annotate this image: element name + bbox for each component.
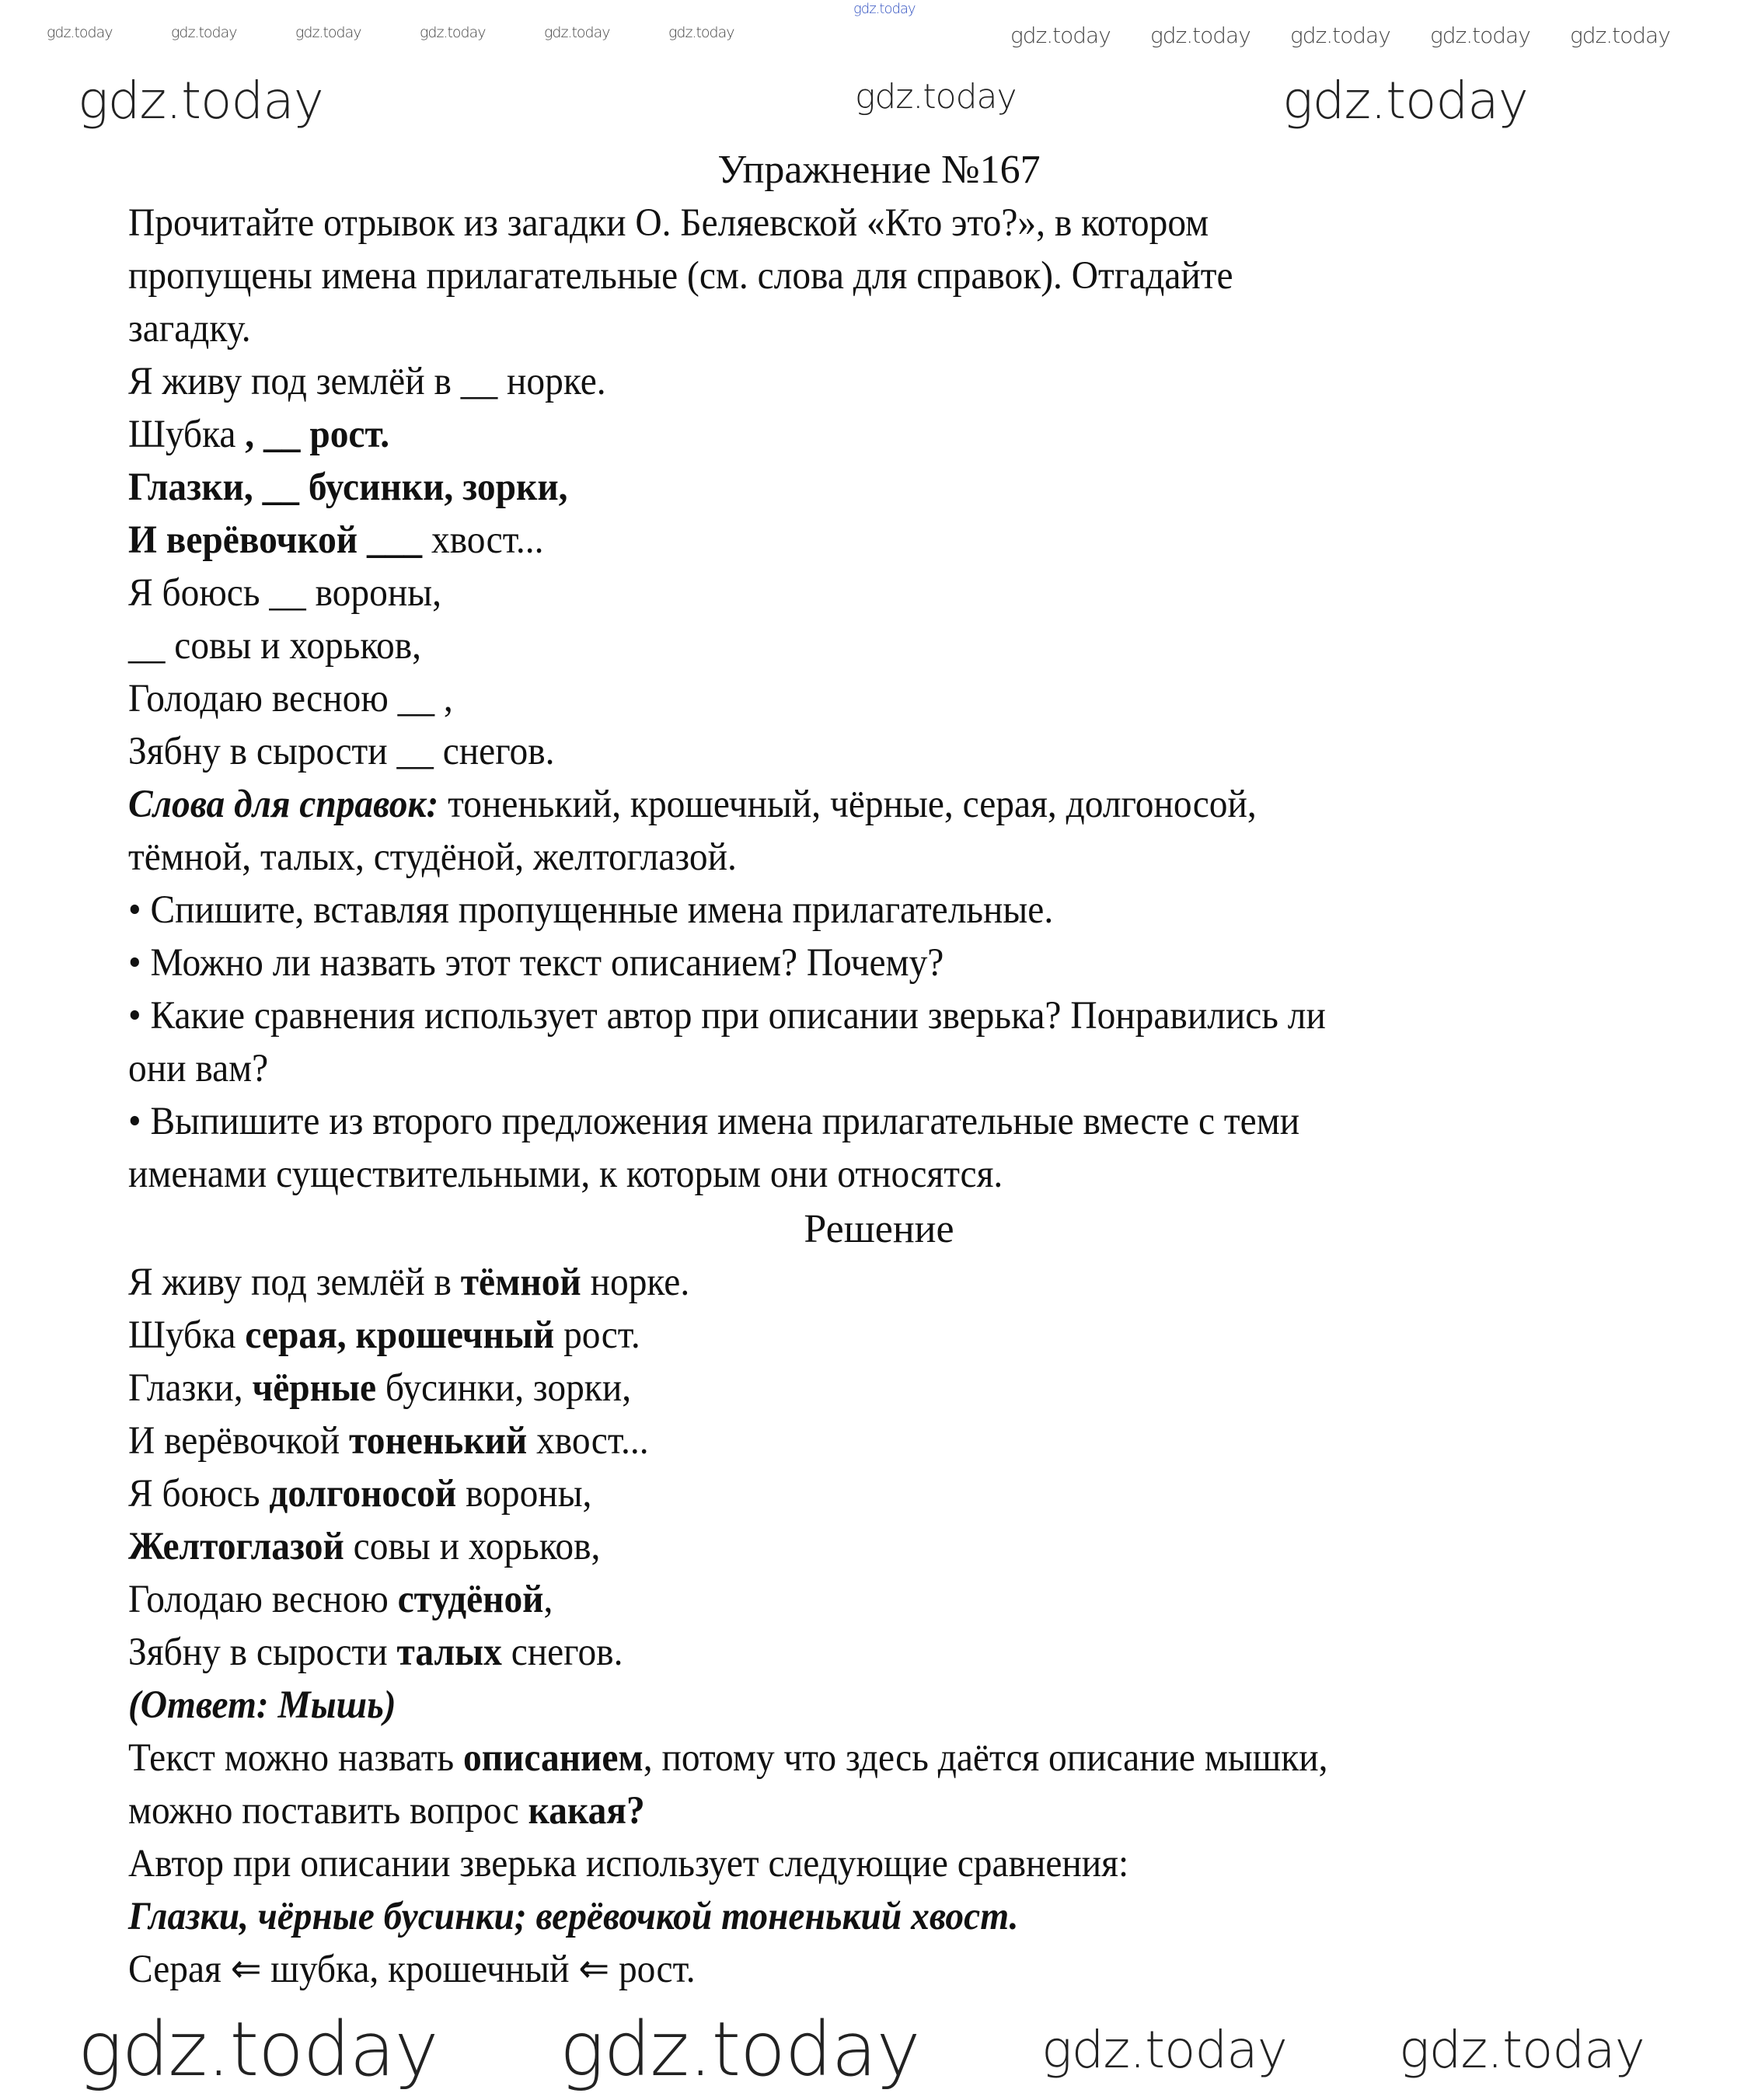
text-segment: Зябну в сырости __ снегов. [128, 730, 555, 773]
task-line [128, 989, 1326, 1042]
watermark: gdz.today [668, 24, 734, 41]
text-segment: Голодаю весною [128, 1578, 398, 1621]
watermark: gdz.today [1570, 23, 1670, 48]
text-segment: • Можно ли назвать этот текст описанием? Почему? [128, 941, 944, 985]
text-segment: студёной [397, 1578, 544, 1621]
solution-line [128, 1573, 1328, 1626]
text-segment: Голодаю весною __ , [128, 677, 453, 720]
text-segment: Я живу под землёй в __ норке. [128, 360, 606, 403]
text-segment: __ совы и хорьков, [128, 624, 421, 668]
watermark: gdz.today [853, 1, 916, 17]
watermark: gdz.today [1430, 23, 1530, 48]
text-segment: именами существительными, к которым они относятся. [128, 1153, 1003, 1196]
task-line [128, 1148, 1326, 1201]
task-line [128, 725, 1326, 778]
text-segment: пропущены имена прилагательные (см. слова для справок). Отгадайте [128, 254, 1233, 298]
text-segment: Глазки, __ бусинки, зорки, [128, 466, 568, 509]
text-segment: Текст можно назвать [128, 1736, 463, 1780]
task-line [128, 831, 1326, 884]
watermark: gdz.today [1010, 23, 1111, 48]
watermark: gdz.today [1290, 23, 1390, 48]
watermark: gdz.today [78, 2006, 438, 2093]
text-segment: И верёвочкой ___ [128, 518, 423, 562]
text-segment: Зябну в сырости [128, 1631, 397, 1674]
text-segment: вороны, [456, 1472, 592, 1516]
task-line [128, 408, 1326, 461]
solution-line [128, 1520, 1328, 1573]
task-line [128, 1095, 1326, 1148]
text-segment: серая, крошечный [245, 1313, 555, 1357]
solution-line [128, 1626, 1328, 1679]
text-segment: тоненький, крошечный, чёрные, серая, долгоносой, [438, 783, 1257, 826]
solution-line [128, 1309, 1328, 1362]
solution-line [128, 1362, 1328, 1415]
task-line [128, 884, 1326, 937]
text-segment: , __ рост. [245, 413, 390, 456]
text-segment: талых [396, 1631, 502, 1674]
solution-line [128, 1943, 1328, 1996]
text-segment: снегов. [501, 1631, 623, 1674]
watermark: gdz.today [1041, 2020, 1287, 2080]
watermark: gdz.today [78, 71, 323, 131]
text-segment: норке. [581, 1261, 690, 1304]
text-segment: тёмной [460, 1261, 581, 1304]
text-segment: Глазки, [128, 1366, 253, 1410]
solution-line [128, 1784, 1328, 1837]
solution-line [128, 1256, 1328, 1309]
text-segment: хвост... [422, 518, 544, 562]
task-line [128, 461, 1326, 514]
watermark: gdz.today [47, 24, 113, 41]
text-segment: Я живу под землёй в [128, 1261, 461, 1304]
watermark: gdz.today [560, 2006, 920, 2093]
text-segment: Шубка [128, 1313, 246, 1357]
task-line [128, 514, 1326, 567]
text-segment: , потому что здесь даётся описание мышки, [643, 1736, 1328, 1780]
task-line [128, 355, 1326, 408]
solution-line [128, 1890, 1328, 1943]
text-segment: • Выпишите из второго предложения имена прилагательные вместе с теми [128, 1100, 1300, 1143]
task-line [128, 302, 1326, 355]
task-line [128, 937, 1326, 989]
text-segment: • Какие сравнения использует автор при описании зверька? Понравились ли [128, 994, 1326, 1038]
text-segment: Я боюсь __ вороны, [128, 571, 441, 615]
text-segment: хвост... [527, 1419, 649, 1463]
solution-line [128, 1467, 1328, 1520]
solution-line [128, 1837, 1328, 1890]
text-segment: загадку. [128, 307, 251, 351]
text-segment: И верёвочкой [128, 1419, 350, 1463]
task-line [128, 1042, 1326, 1095]
text-segment: описанием [462, 1736, 644, 1780]
text-segment: они вам? [128, 1047, 269, 1090]
text-segment: Автор при описании зверька использует следующие сравнения: [128, 1842, 1129, 1885]
solution-line [128, 1679, 1328, 1732]
watermark: gdz.today [171, 24, 237, 41]
task-line [128, 567, 1326, 619]
text-segment: какая? [528, 1789, 645, 1833]
watermark: gdz.today [855, 77, 1017, 117]
watermark: gdz.today [1150, 23, 1250, 48]
task-line [128, 672, 1326, 725]
watermark: gdz.today [544, 24, 610, 41]
text-segment: совы и хорьков, [344, 1525, 601, 1568]
text-segment: Глазки, чёрные бусинки; верёвочкой тоненький хвост. [128, 1895, 1019, 1938]
text-segment: Серая ⇐ шубка, крошечный ⇐ рост. [128, 1948, 696, 1991]
task-line [128, 249, 1326, 302]
watermark: gdz.today [420, 24, 486, 41]
exercise-title: Упражнение №167 [717, 148, 1041, 192]
solution-title: Решение [804, 1207, 954, 1251]
watermark: gdz.today [295, 24, 361, 41]
watermark: gdz.today [1399, 2020, 1645, 2080]
text-segment: Желтоглазой [128, 1525, 344, 1568]
task-line [128, 197, 1326, 249]
text-segment: Слова для справок: [128, 783, 439, 826]
text-segment: тоненький [349, 1419, 528, 1463]
solution-line [128, 1415, 1328, 1467]
task-text [128, 197, 1416, 1201]
text-segment: можно поставить вопрос [128, 1789, 528, 1833]
task-line [128, 778, 1326, 831]
text-segment: чёрные [252, 1366, 377, 1410]
text-segment: рост. [554, 1313, 640, 1357]
text-segment: долгоносой [269, 1472, 457, 1516]
solution-line [128, 1732, 1328, 1784]
text-segment: • Спишите, вставляя пропущенные имена прилагательные. [128, 888, 1054, 932]
text-segment: бусинки, зорки, [376, 1366, 632, 1410]
text-segment: (Ответ: Мышь) [128, 1683, 396, 1727]
text-segment: тёмной, талых, студёной, желтоглазой. [128, 835, 737, 879]
text-segment: Я боюсь [128, 1472, 270, 1516]
text-segment: Прочитайте отрывок из загадки О. Беляевской «Кто это?», в котором [128, 201, 1209, 245]
text-segment: , [543, 1578, 553, 1621]
text-segment: Шубка [128, 413, 246, 456]
watermark: gdz.today [1282, 71, 1528, 131]
task-line [128, 619, 1326, 672]
solution-text [128, 1256, 1418, 1996]
